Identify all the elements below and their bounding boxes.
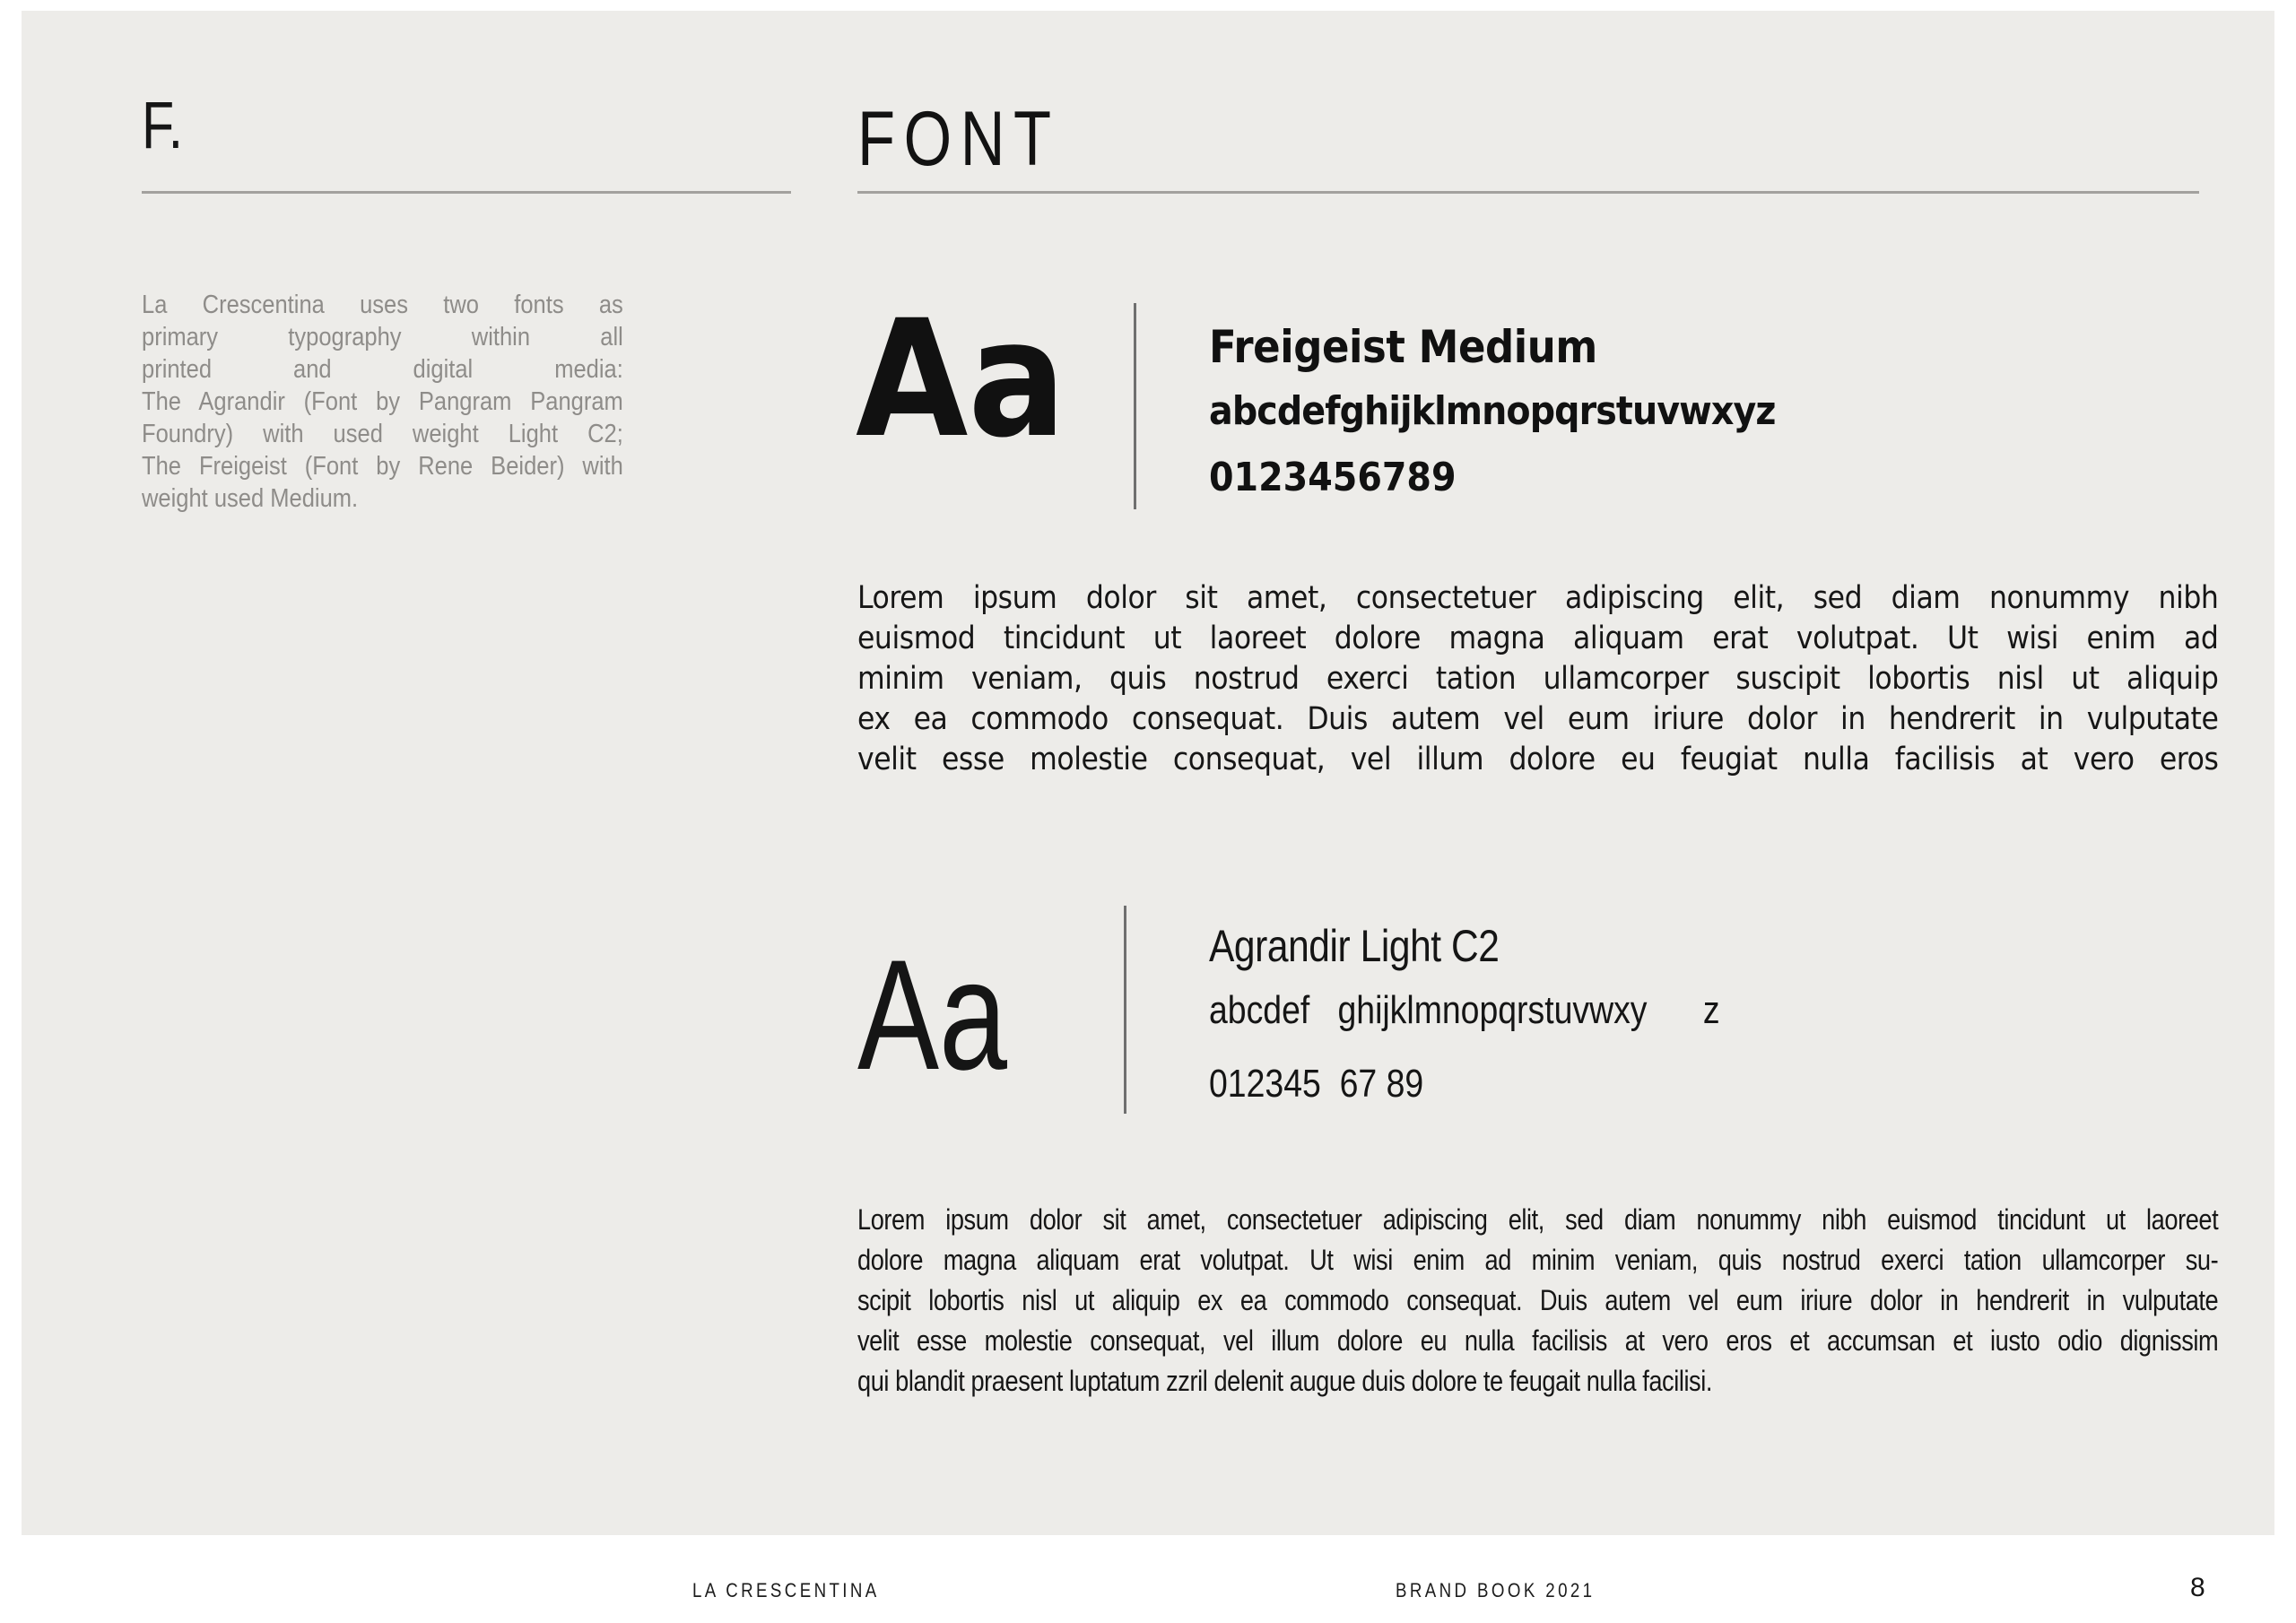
specimen-sample-aa: Aa <box>856 286 1066 473</box>
paragraph-line: velit esse molestie consequat, vel illum dolore eu nulla facilisis at vero eros et accumsan et iusto odio dignissim <box>857 1324 2219 1357</box>
section-letter: F. <box>142 88 184 162</box>
section-letter-rule <box>142 191 791 194</box>
specimen-numerals: 012345 67 89 <box>1209 1062 1424 1106</box>
paragraph-line: Lorem ipsum dolor sit amet, consectetuer adipiscing elit, sed diam nonummy nibh <box>857 580 2219 616</box>
specimen-divider <box>1124 906 1126 1114</box>
paragraph-line: Lorem ipsum dolor sit amet, consectetuer adipiscing elit, sed diam nonummy nibh euismod tincidunt ut laoreet <box>857 1203 2219 1236</box>
paragraph-line: dolore magna aliquam erat volutpat. Ut wisi enim ad minim veniam, quis nostrud exerci tation ullamcorper su- <box>857 1244 2219 1276</box>
paragraph-line: minim veniam, quis nostrud exerci tation ullamcorper suscipit lobortis nisl ut aliquip <box>857 661 2219 697</box>
paragraph-line: velit esse molestie consequat, vel illum dolore eu feugiat nulla facilisis at vero eros <box>857 742 2219 777</box>
intro-line: Foundry) with used weight Light C2; <box>142 420 623 448</box>
footer-document-title: BRAND BOOK 2021 <box>1396 1579 1596 1601</box>
paragraph-line: euismod tincidunt ut laoreet dolore magna aliquam erat volutpat. Ut wisi enim ad <box>857 621 2219 656</box>
page-title: FONT <box>857 96 1060 182</box>
specimen-paragraph <box>857 1200 2218 1402</box>
paragraph-line: qui blandit praesent luptatum zzril delenit augue duis dolore te feugait nulla facilisi. <box>857 1365 1712 1397</box>
specimen-alphabet: abcdefghijklmnopqrstuvwxyz <box>1209 388 1776 434</box>
specimen-paragraph <box>857 578 2218 780</box>
specimen-font-name: Agrandir Light C2 <box>1209 921 1500 971</box>
intro-line: The Agrandir (Font by Pangram Pangram <box>142 387 623 416</box>
intro-line: La Crescentina uses two fonts as <box>142 291 623 319</box>
section-title-rule <box>857 191 2199 194</box>
intro-line: The Freigeist (Font by Rene Beider) with <box>142 452 623 481</box>
footer-brand: LA CRESCENTINA <box>692 1579 880 1601</box>
specimen-font-name: Freigeist Medium <box>1209 321 1597 373</box>
intro-line: printed and digital media: <box>142 355 623 384</box>
page-number: 8 <box>2190 1573 2205 1602</box>
specimen-alphabet: abcdef ghijklmnopqrstuvwxy z <box>1209 988 1720 1032</box>
specimen-numerals: 0123456789 <box>1209 455 1457 500</box>
specimen-divider <box>1134 303 1136 509</box>
paragraph-line: scipit lobortis nisl ut aliquip ex ea commodo consequat. Duis autem vel eum iriure dolor in hendrerit in vulputate <box>857 1284 2219 1316</box>
intro-line: primary typography within all <box>142 323 623 352</box>
intro-line: weight used Medium. <box>142 484 359 513</box>
specimen-sample-aa: Aa <box>857 928 1007 1103</box>
paragraph-line: ex ea commodo consequat. Duis autem vel eum iriure dolor in hendrerit in vulputate <box>857 701 2219 737</box>
intro-paragraph <box>142 289 623 515</box>
